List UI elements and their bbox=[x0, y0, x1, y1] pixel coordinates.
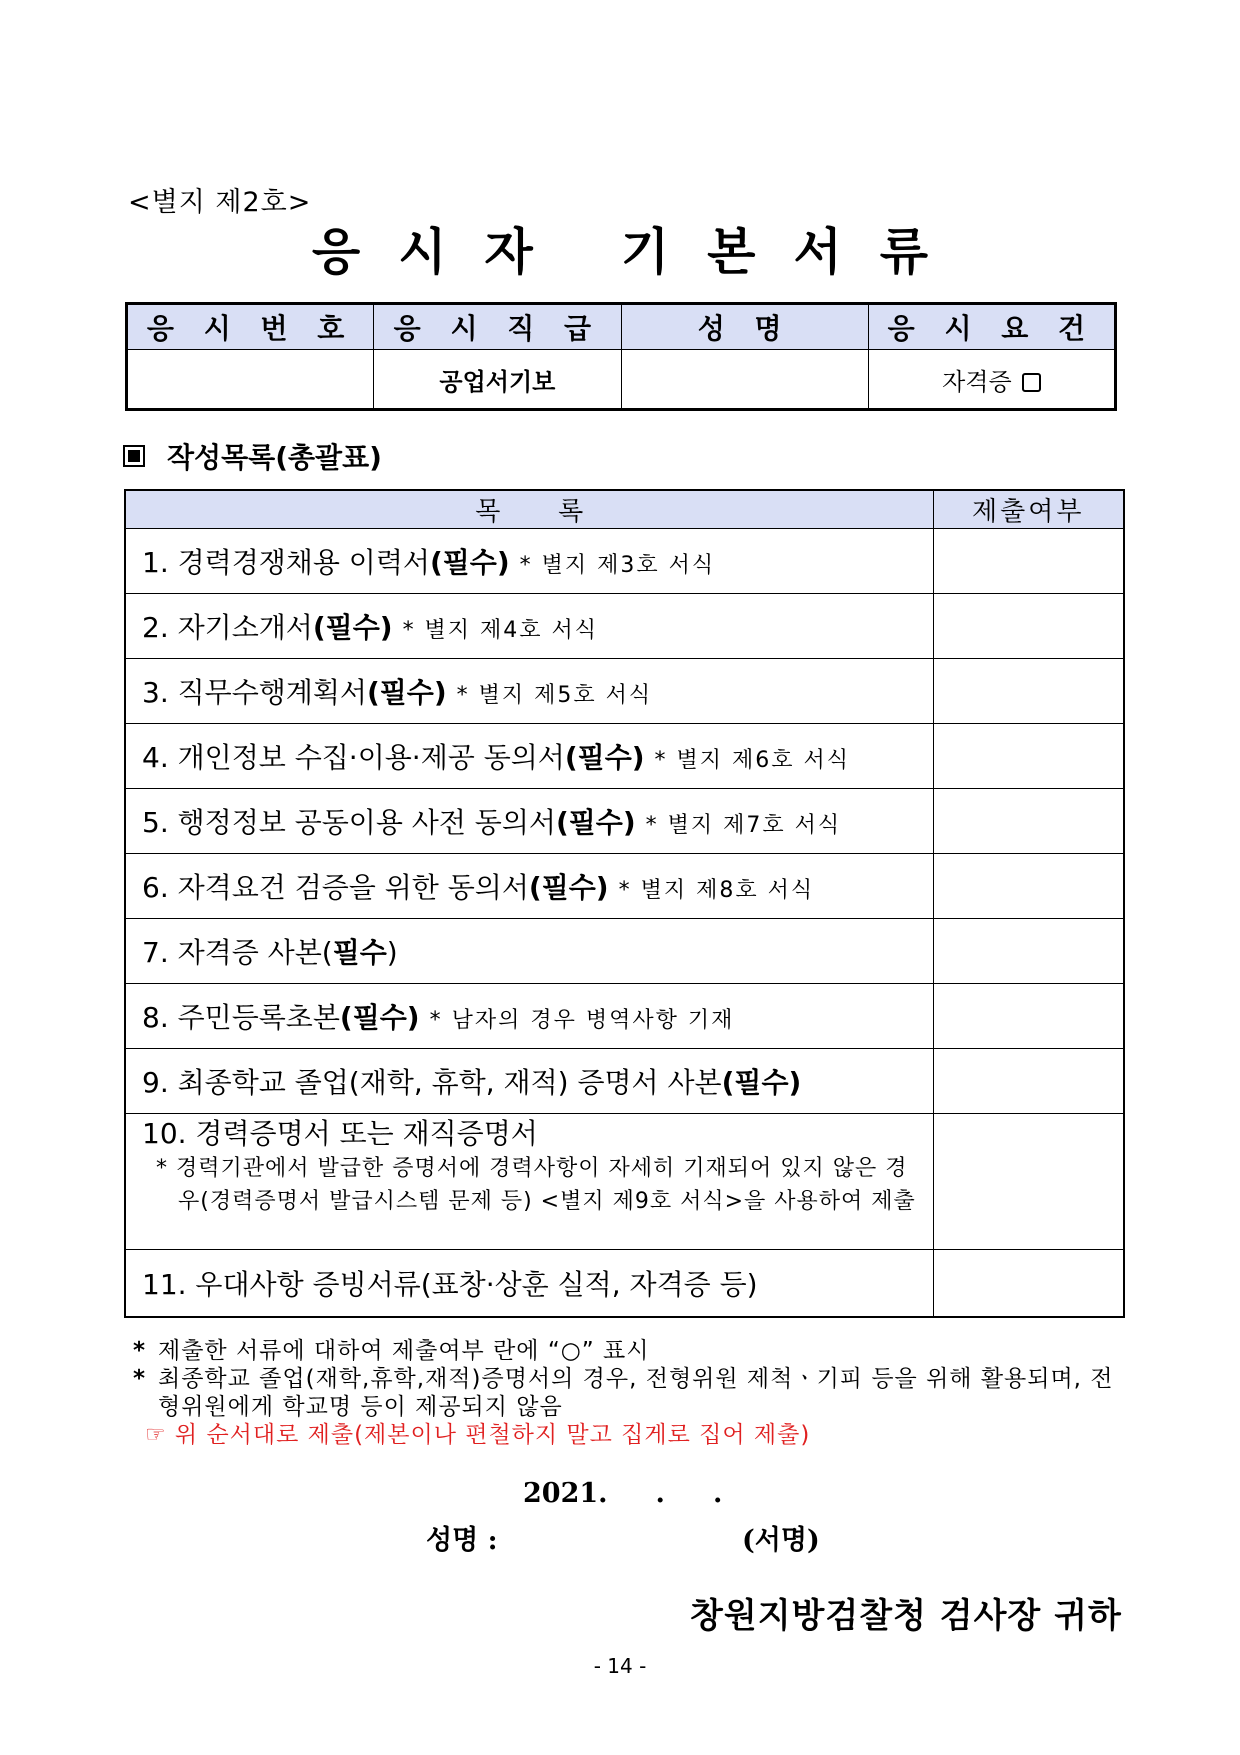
header-requirement: 응 시 요 건 bbox=[868, 304, 1115, 350]
submitted-cell[interactable] bbox=[933, 1114, 1124, 1250]
checklist-row bbox=[125, 594, 1124, 659]
title-char: 자 bbox=[484, 223, 533, 281]
title-char: 시 bbox=[398, 223, 447, 281]
item-text-tail: ) bbox=[386, 936, 398, 969]
checklist-row bbox=[125, 984, 1124, 1049]
required-label: 필수 bbox=[332, 936, 387, 969]
header-exam-number: 응 시 번 호 bbox=[127, 304, 374, 350]
checklist-row bbox=[125, 854, 1124, 919]
document-checklist-table bbox=[124, 489, 1125, 1318]
requirement-label: 자격증 bbox=[942, 367, 1012, 396]
item-text: 3. 직무수행계획서 bbox=[142, 676, 367, 709]
item-text: 6. 자격요건 검증을 위한 동의서 bbox=[142, 871, 529, 904]
date-month: . bbox=[655, 1478, 665, 1509]
required-label: (필수) bbox=[339, 1001, 420, 1034]
title-char: 류 bbox=[879, 223, 929, 281]
footnote bbox=[133, 1337, 1123, 1365]
item-cell bbox=[125, 659, 933, 724]
checklist-row bbox=[125, 1250, 1124, 1318]
submitted-cell[interactable] bbox=[933, 1049, 1124, 1114]
item-text: 8. 주민등록초본 bbox=[142, 1001, 340, 1034]
exam-number-field[interactable] bbox=[127, 350, 374, 410]
item-cell bbox=[125, 1250, 933, 1318]
date-year: 2021. bbox=[523, 1478, 608, 1509]
date-day: . bbox=[712, 1478, 723, 1509]
submitted-cell[interactable] bbox=[933, 659, 1124, 724]
checklist-row bbox=[125, 724, 1124, 789]
footnote-text: 제출한 서류에 대하여 제출여부 란에 “○” 표시 bbox=[158, 1338, 650, 1364]
item-note: * 별지 제8호 서식 bbox=[618, 878, 815, 903]
item-note: * 별지 제4호 서식 bbox=[402, 618, 599, 643]
submitted-cell[interactable] bbox=[933, 724, 1124, 789]
date-line bbox=[523, 1478, 722, 1509]
submitted-cell[interactable] bbox=[933, 529, 1124, 594]
checklist-row bbox=[125, 659, 1124, 724]
position-value: 공업서기보 bbox=[374, 350, 621, 410]
item-text: 1. 경력경쟁채용 이력서 bbox=[142, 546, 430, 579]
title-char: 본 bbox=[707, 223, 756, 281]
item-note: * 경력기관에서 발급한 증명서에 경력사항이 자세히 기재되어 있지 않은 경우(경력증명서 발급시스템 문제 등) <별지 제9호 서식>을 사용하여 제출 bbox=[156, 1156, 916, 1214]
item-cell bbox=[125, 724, 933, 789]
signature-mark[interactable]: (서명) bbox=[742, 1525, 820, 1556]
header-list: 목 록 bbox=[125, 490, 933, 529]
annex-label: <별지 제2호> bbox=[128, 187, 312, 218]
item-text: 9. 최종학교 졸업(재학, 휴학, 재적) 증명서 사본 bbox=[142, 1066, 722, 1099]
item-text: 11. 우대사항 증빙서류(표창·상훈 실적, 자격증 등) bbox=[142, 1268, 758, 1301]
document-title bbox=[0, 212, 1240, 284]
title-char: 서 bbox=[793, 223, 842, 281]
item-text: 4. 개인정보 수집·이용·제공 동의서 bbox=[142, 741, 565, 774]
checklist-row bbox=[125, 919, 1124, 984]
item-text: 2. 자기소개서 bbox=[142, 611, 313, 644]
required-label: (필수) bbox=[564, 741, 645, 774]
footnote-text: 최종학교 졸업(재학,휴학,재적)증명서의 경우, 전형위원 제척ㆍ기피 등을 위해 활용되며, 전형위원에게 학교명 등이 제공되지 않음 bbox=[158, 1366, 1114, 1420]
checklist-row bbox=[125, 1114, 1124, 1250]
item-text: 10. 경력증명서 또는 재직증명서 bbox=[142, 1117, 538, 1150]
checklist-header-row bbox=[125, 490, 1124, 529]
submitted-cell[interactable] bbox=[933, 984, 1124, 1049]
info-value-row bbox=[127, 350, 1116, 410]
applicant-info-table bbox=[125, 302, 1117, 411]
submitted-cell[interactable] bbox=[933, 1250, 1124, 1318]
section-heading bbox=[123, 436, 382, 476]
item-cell bbox=[125, 594, 933, 659]
item-cell bbox=[125, 1114, 933, 1250]
submitted-cell[interactable] bbox=[933, 789, 1124, 854]
item-cell bbox=[125, 1049, 933, 1114]
submitted-cell[interactable] bbox=[933, 854, 1124, 919]
item-cell bbox=[125, 854, 933, 919]
name-field[interactable] bbox=[621, 350, 868, 410]
section-heading-text: 작성목록(총괄표) bbox=[167, 441, 382, 474]
checklist-row bbox=[125, 1049, 1124, 1114]
item-cell bbox=[125, 919, 933, 984]
item-cell bbox=[125, 984, 933, 1049]
item-text: 5. 행정정보 공동이용 사전 동의서 bbox=[142, 806, 556, 839]
info-header-row bbox=[127, 304, 1116, 350]
submission-instruction: ☞ 위 순서대로 제출(제본이나 편철하지 말고 집게로 집어 제출) bbox=[145, 1422, 811, 1448]
item-note: * 별지 제3호 서식 bbox=[519, 553, 716, 578]
certificate-checkbox[interactable] bbox=[1022, 373, 1041, 392]
filled-square-icon bbox=[123, 445, 145, 467]
required-label: (필수) bbox=[429, 546, 510, 579]
requirement-cell bbox=[868, 350, 1115, 410]
header-position: 응 시 직 급 bbox=[374, 304, 621, 350]
footnotes bbox=[133, 1337, 1123, 1449]
checklist-row bbox=[125, 529, 1124, 594]
item-note: * 별지 제7호 서식 bbox=[645, 813, 842, 838]
item-cell bbox=[125, 789, 933, 854]
footnote-marker: * bbox=[133, 1338, 146, 1364]
page-number: - 14 - bbox=[593, 1654, 647, 1678]
required-label: (필수) bbox=[366, 676, 447, 709]
header-submitted: 제출여부 bbox=[933, 490, 1124, 529]
header-name: 성 명 bbox=[621, 304, 868, 350]
required-label: (필수) bbox=[555, 806, 636, 839]
title-char: 응 bbox=[311, 223, 361, 281]
item-text: 7. 자격증 사본( bbox=[142, 936, 333, 969]
submitted-cell[interactable] bbox=[933, 594, 1124, 659]
required-label: (필수) bbox=[721, 1066, 802, 1099]
name-label: 성명 : bbox=[426, 1525, 498, 1556]
footnote bbox=[133, 1365, 1123, 1421]
footnote-marker: * bbox=[133, 1366, 146, 1392]
item-note: * 남자의 경우 병역사항 기재 bbox=[429, 1008, 735, 1033]
item-note: * 별지 제5호 서식 bbox=[456, 683, 653, 708]
required-label: (필수) bbox=[528, 871, 609, 904]
item-cell bbox=[125, 529, 933, 594]
checklist-row bbox=[125, 789, 1124, 854]
recipient: 창원지방검찰청 검사장 귀하 bbox=[690, 1596, 1122, 1636]
item-note: * 별지 제6호 서식 bbox=[654, 748, 851, 773]
submitted-cell[interactable] bbox=[933, 919, 1124, 984]
title-char: 기 bbox=[620, 223, 670, 281]
required-label: (필수) bbox=[312, 611, 393, 644]
